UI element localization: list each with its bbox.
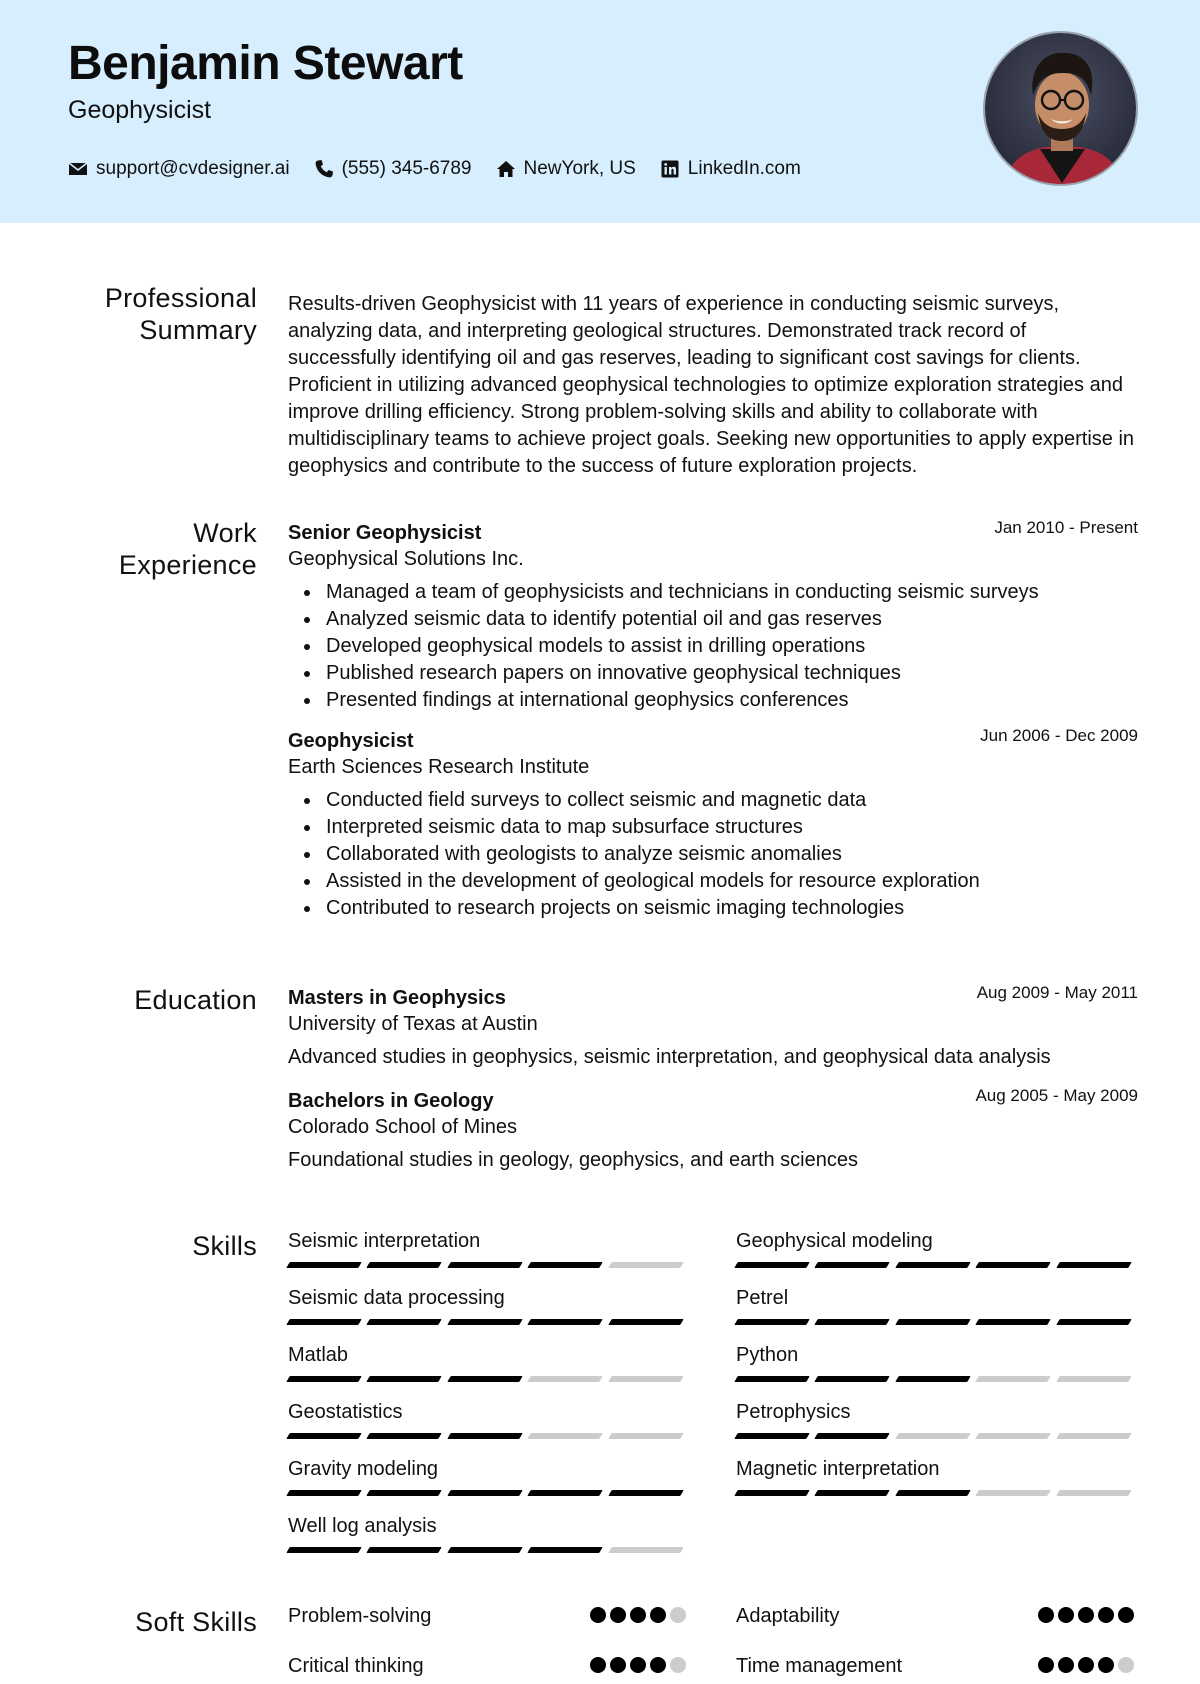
skill-level-segment	[895, 1376, 971, 1382]
skill-level-segment	[815, 1319, 891, 1325]
skill-level-segment	[286, 1262, 362, 1268]
summary-heading-line1: Professional	[104, 283, 257, 313]
job-date: Jan 2010 - Present	[994, 518, 1138, 537]
skill-name: Seismic interpretation	[288, 1230, 481, 1252]
skill-level-segment	[286, 1433, 362, 1439]
job-bullet: Contributed to research projects on seismic imaging technologies	[288, 895, 1138, 922]
rating-dot	[650, 1657, 666, 1673]
rating-dot	[1118, 1607, 1134, 1623]
skill-level-segment	[734, 1319, 810, 1325]
rating-dot	[630, 1657, 646, 1673]
skill-level-bar	[736, 1490, 1138, 1496]
skill-level-bar	[288, 1376, 690, 1382]
rating-dot	[1078, 1657, 1094, 1673]
soft-skill-name: Critical thinking	[288, 1655, 424, 1677]
skill-level-segment	[975, 1319, 1051, 1325]
skill-item	[736, 1342, 1138, 1399]
rating-dot	[1038, 1657, 1054, 1673]
skill-level-segment	[1056, 1433, 1132, 1439]
skill-item	[288, 1456, 690, 1513]
skill-level-bar	[736, 1319, 1138, 1325]
degree-title: Bachelors in Geology	[288, 1090, 494, 1112]
skill-level-segment	[975, 1262, 1051, 1268]
skill-level-segment	[286, 1547, 362, 1553]
skill-level-bar	[736, 1262, 1138, 1268]
skill-level-segment	[975, 1490, 1051, 1496]
skill-level-segment	[608, 1490, 684, 1496]
skill-name: Well log analysis	[288, 1515, 437, 1537]
resume-header	[0, 0, 1200, 223]
rating-dot	[670, 1607, 686, 1623]
skill-level-segment	[815, 1490, 891, 1496]
skill-level-segment	[895, 1262, 971, 1268]
linkedin-icon	[660, 159, 680, 179]
skill-name: Geostatistics	[288, 1401, 403, 1423]
skill-level-bar	[288, 1262, 690, 1268]
skill-level-bar	[288, 1547, 690, 1553]
contact-location[interactable]	[496, 158, 636, 180]
soft-skill-item	[288, 1603, 690, 1653]
soft-skill-name: Time management	[736, 1655, 902, 1677]
soft-skill-item	[736, 1603, 1138, 1653]
education-entry	[288, 1088, 1138, 1174]
education-description: Advanced studies in geophysics, seismic interpretation, and geophysical data analysis	[288, 1046, 1051, 1068]
skills-grid	[288, 1228, 1138, 1570]
job-org: Earth Sciences Research Institute	[288, 756, 590, 778]
skill-level-segment	[1056, 1376, 1132, 1382]
soft-skill-rating	[1038, 1657, 1138, 1683]
skill-level-segment	[975, 1376, 1051, 1382]
skill-level-segment	[367, 1319, 443, 1325]
skill-level-segment	[734, 1262, 810, 1268]
skill-level-segment	[815, 1262, 891, 1268]
job-bullet: Analyzed seismic data to identify potential oil and gas reserves	[288, 606, 1138, 633]
rating-dot	[590, 1607, 606, 1623]
skill-level-segment	[608, 1433, 684, 1439]
job-bullets	[288, 787, 1138, 922]
experience-heading-line2: Experience	[118, 550, 257, 580]
candidate-name: Benjamin Stewart	[68, 37, 463, 90]
skill-level-segment	[527, 1319, 603, 1325]
job-title: Geophysicist	[288, 730, 414, 752]
portrait-illustration	[985, 33, 1138, 186]
skill-item	[288, 1513, 690, 1570]
skill-name: Seismic data processing	[288, 1287, 505, 1309]
skill-level-segment	[1056, 1262, 1132, 1268]
education-heading: Education	[134, 985, 257, 1015]
phone-icon	[314, 159, 334, 179]
rating-dot	[630, 1607, 646, 1623]
rating-dot	[610, 1657, 626, 1673]
rating-dot	[1078, 1607, 1094, 1623]
skill-level-segment	[527, 1376, 603, 1382]
job-entry	[288, 728, 1138, 922]
rating-dot	[590, 1657, 606, 1673]
home-icon	[496, 159, 516, 179]
skill-name: Gravity modeling	[288, 1458, 439, 1480]
email-text: support@cvdesigner.ai	[96, 158, 290, 179]
job-bullet: Collaborated with geologists to analyze seismic anomalies	[288, 841, 1138, 868]
skill-level-segment	[975, 1433, 1051, 1439]
skill-level-bar	[736, 1433, 1138, 1439]
skill-item	[736, 1285, 1138, 1342]
skill-level-segment	[447, 1490, 523, 1496]
job-bullet: Presented findings at international geophysics conferences	[288, 687, 1138, 714]
skill-name: Matlab	[288, 1344, 349, 1366]
skill-item	[288, 1228, 690, 1285]
soft-skill-rating	[590, 1607, 690, 1633]
education-description: Foundational studies in geology, geophysics, and earth sciences	[288, 1149, 858, 1171]
skill-level-segment	[734, 1490, 810, 1496]
contact-row	[68, 158, 825, 180]
skill-level-segment	[447, 1547, 523, 1553]
school-name: University of Texas at Austin	[288, 1013, 538, 1035]
job-bullet: Developed geophysical models to assist in drilling operations	[288, 633, 1138, 660]
envelope-icon	[68, 159, 88, 179]
skill-level-segment	[1056, 1319, 1132, 1325]
job-org: Geophysical Solutions Inc.	[288, 548, 524, 570]
contact-linkedin[interactable]	[660, 158, 801, 180]
skill-item	[736, 1456, 1138, 1513]
rating-dot	[650, 1607, 666, 1623]
skill-level-segment	[447, 1262, 523, 1268]
skills-heading: Skills	[192, 1231, 257, 1261]
summary-text: Results-driven Geophysicist with 11 years of experience in conducting seismic surveys, analyzing data, and interpreting geological structures. Demonstrated track record of successfully identifying oil and gas reserves, leading to significant cost savings for clients. Proficient in utilizing advanced geophysical technologies to optimize exploration strategies and improve drilling efficiency. Strong problem-solving skills and ability to collaborate with multidisciplinary teams to achieve project goals. Seeking new opportunities to apply expertise in geophysics and contribute to the success of future exploration projects.	[288, 293, 1135, 477]
skill-level-segment	[608, 1547, 684, 1553]
rating-dot	[1118, 1657, 1134, 1673]
skill-level-segment	[527, 1490, 603, 1496]
rating-dot	[1098, 1657, 1114, 1673]
job-bullet: Assisted in the development of geological models for resource exploration	[288, 868, 1138, 895]
summary-heading	[0, 282, 257, 346]
skill-level-segment	[286, 1319, 362, 1325]
skill-level-segment	[734, 1376, 810, 1382]
skill-name: Petrophysics	[736, 1401, 851, 1423]
candidate-title: Geophysicist	[68, 96, 212, 124]
skill-level-segment	[895, 1433, 971, 1439]
skill-item	[736, 1399, 1138, 1456]
skill-level-segment	[608, 1376, 684, 1382]
skill-item	[288, 1342, 690, 1399]
contact-email[interactable]	[68, 158, 290, 180]
rating-dot	[1098, 1607, 1114, 1623]
experience-heading-line1: Work	[193, 518, 257, 548]
skill-level-segment	[895, 1319, 971, 1325]
skill-name: Python	[736, 1344, 799, 1366]
soft-skill-rating	[1038, 1607, 1138, 1633]
rating-dot	[1058, 1657, 1074, 1673]
skill-name: Geophysical modeling	[736, 1230, 933, 1252]
rating-dot	[1058, 1607, 1074, 1623]
soft-skills-grid	[288, 1603, 1138, 1684]
soft-skill-name: Adaptability	[736, 1605, 840, 1627]
job-bullet: Published research papers on innovative geophysical techniques	[288, 660, 1138, 687]
rating-dot	[610, 1607, 626, 1623]
job-entry	[288, 520, 1138, 714]
skill-level-segment	[608, 1319, 684, 1325]
skill-level-segment	[447, 1433, 523, 1439]
skill-level-segment	[895, 1490, 971, 1496]
summary-heading-line2: Summary	[139, 315, 257, 345]
education-entry	[288, 985, 1138, 1071]
job-bullet: Conducted field surveys to collect seismic and magnetic data	[288, 787, 1138, 814]
location-text: NewYork, US	[523, 158, 636, 179]
skill-level-bar	[288, 1433, 690, 1439]
linkedin-text: LinkedIn.com	[687, 158, 801, 179]
school-name: Colorado School of Mines	[288, 1116, 518, 1138]
skill-level-segment	[527, 1547, 603, 1553]
soft-skill-rating	[590, 1657, 690, 1683]
skill-level-segment	[367, 1262, 443, 1268]
skill-level-segment	[367, 1490, 443, 1496]
skill-level-segment	[367, 1547, 443, 1553]
education-date: Aug 2009 - May 2011	[976, 983, 1138, 1002]
skill-level-bar	[288, 1490, 690, 1496]
job-bullet: Managed a team of geophysicists and technicians in conducting seismic surveys	[288, 579, 1138, 606]
contact-phone[interactable]	[314, 158, 472, 180]
experience-heading	[0, 517, 257, 581]
skill-level-segment	[447, 1376, 523, 1382]
job-bullet: Interpreted seismic data to map subsurface structures	[288, 814, 1138, 841]
skill-name: Magnetic interpretation	[736, 1458, 940, 1480]
skill-level-segment	[286, 1376, 362, 1382]
soft-skill-item	[736, 1653, 1138, 1684]
soft-skill-item	[288, 1653, 690, 1684]
skill-item	[288, 1285, 690, 1342]
skill-level-segment	[447, 1319, 523, 1325]
skill-level-segment	[815, 1433, 891, 1439]
skill-level-bar	[736, 1376, 1138, 1382]
job-title: Senior Geophysicist	[288, 522, 482, 544]
degree-title: Masters in Geophysics	[288, 987, 506, 1009]
skill-level-segment	[527, 1262, 603, 1268]
rating-dot	[1038, 1607, 1054, 1623]
skill-level-segment	[367, 1376, 443, 1382]
education-date: Aug 2005 - May 2009	[975, 1086, 1138, 1105]
job-date: Jun 2006 - Dec 2009	[980, 726, 1138, 745]
skill-level-segment	[367, 1433, 443, 1439]
profile-photo	[983, 31, 1138, 186]
skill-level-segment	[527, 1433, 603, 1439]
skill-item	[288, 1399, 690, 1456]
skill-level-bar	[288, 1319, 690, 1325]
soft-skills-heading: Soft Skills	[135, 1607, 257, 1637]
skill-level-segment	[608, 1262, 684, 1268]
rating-dot	[670, 1657, 686, 1673]
skill-level-segment	[734, 1433, 810, 1439]
job-bullets	[288, 579, 1138, 714]
skill-item	[736, 1228, 1138, 1285]
soft-skill-name: Problem-solving	[288, 1605, 432, 1627]
skill-level-segment	[286, 1490, 362, 1496]
skill-level-segment	[815, 1376, 891, 1382]
phone-text: (555) 345-6789	[341, 158, 472, 179]
skill-name: Petrel	[736, 1287, 789, 1309]
skill-level-segment	[1056, 1490, 1132, 1496]
